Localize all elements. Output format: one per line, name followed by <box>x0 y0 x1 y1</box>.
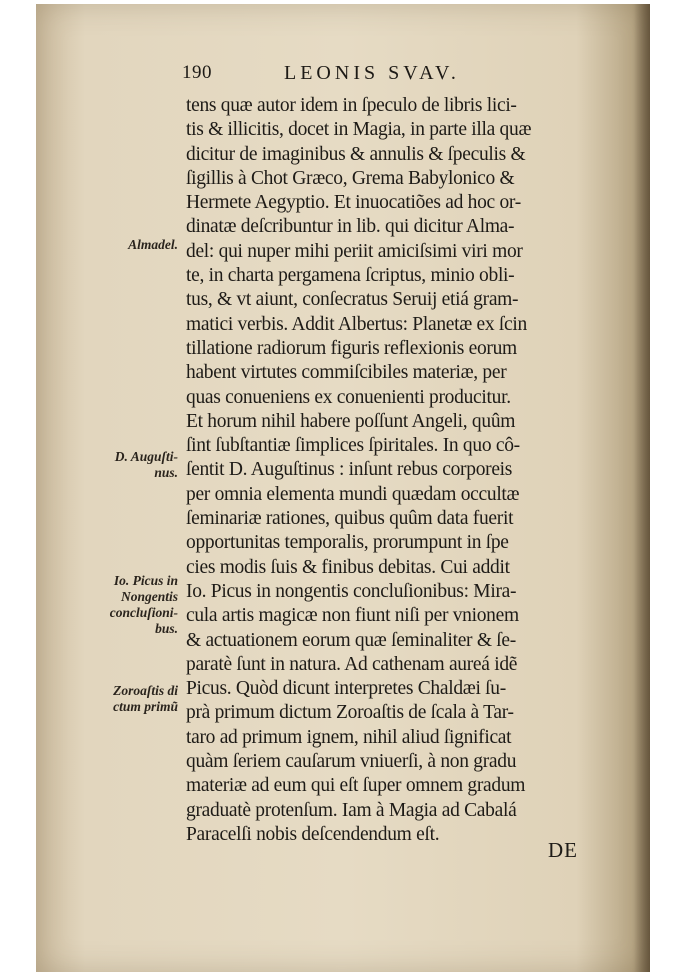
margin-note-line: Almadel. <box>128 237 178 252</box>
running-title: LEONIS SVAV. <box>284 62 460 84</box>
text-line: Picus. Quòd dicunt interpretes Chaldæi ſu- <box>186 678 506 700</box>
text-line: ſigillis à Chot Græco, Grema Babylonico & <box>186 167 515 189</box>
text-line: tus, & vt aiunt, conſecratus Seruij etiá gram- <box>186 289 519 311</box>
text-line: taro ad primum ignem, nihil aliud ſignificat <box>186 726 512 748</box>
text-line: ſeminariæ rationes, quibus quûm data fuerit <box>186 508 514 530</box>
page-gutter-shadow <box>634 4 650 972</box>
text-line: quàm ſeriem cauſarum vniuerſi, à non gradu <box>186 751 517 773</box>
catchword: DE <box>548 838 578 862</box>
text-line: dicitur de imaginibus & annulis & ſpeculis & <box>186 143 526 165</box>
text-line: graduatè protenſum. Iam à Magia ad Cabalá <box>186 799 517 821</box>
text-line: quas conueniens ex conuenienti producitur. <box>186 386 511 408</box>
margin-note-line: concluſioni- <box>109 605 178 620</box>
margin-note-line: nus. <box>154 465 178 480</box>
text-line: Io. Picus in nongentis concluſionibus: Mira- <box>186 580 517 602</box>
margin-note-line: Io. Picus in <box>113 573 178 588</box>
margin-note-almadel <box>82 237 178 253</box>
margin-note-line: D. Auguſti- <box>114 449 178 464</box>
text-line: te, in charta pergamena ſcriptus, minio obli- <box>186 265 515 287</box>
margin-note-line: Nongentis <box>120 589 178 604</box>
margin-note-line: Zoroaſtis di <box>113 683 178 698</box>
text-line: paratè ſunt in natura. Ad cathenam aureá idẽ <box>186 653 518 675</box>
body-text <box>186 94 606 847</box>
text-line: tis & illicitis, docet in Magia, in parte illa quæ <box>186 119 532 141</box>
margin-note-line: bus. <box>155 621 178 636</box>
text-line: opportunitas temporalis, prorumpunt in ſpe <box>186 532 509 554</box>
text-line: cies modis ſuis & finibus debitas. Cui addit <box>186 556 510 578</box>
margin-note-augustinus <box>82 449 178 481</box>
margin-note-line: ctum primũ <box>113 699 178 714</box>
page-number: 190 <box>182 62 212 83</box>
text-line: prà primum dictum Zoroaſtis de ſcala à Tar- <box>186 702 514 724</box>
text-line: materiæ ad eum qui eſt ſuper omnem gradum <box>186 775 526 797</box>
text-line: tens quæ autor idem in ſpeculo de libris lici- <box>186 95 517 116</box>
text-line: habent virtutes commiſcibiles materiæ, per <box>186 362 507 384</box>
text-line: & actuationem eorum quæ ſeminaliter & ſe- <box>186 629 516 651</box>
text-line: ſentit D. Auguſtinus : inſunt rebus corporeis <box>186 459 513 481</box>
running-head <box>182 62 512 88</box>
text-line: Et horum nihil habere poſſunt Angeli, quûm <box>186 410 516 432</box>
text-line: Hermete Aegyptio. Et inuocatiões ad hoc or- <box>186 192 521 214</box>
text-line: dinatæ deſcribuntur in lib. qui dicitur Alma- <box>186 216 515 238</box>
text-line: Paracelſi nobis deſcendendum eſt. <box>186 823 440 845</box>
text-line: ſint ſubſtantiæ ſimplices ſpiritales. In quo cô- <box>186 435 520 457</box>
text-line: per omnia elementa mundi quædam occultæ <box>186 483 520 505</box>
text-line: tillatione radiorum figuris reflexionis eorum <box>186 337 517 359</box>
text-line: matici verbis. Addit Albertus: Planetæ ex ſcin <box>186 313 527 335</box>
text-line: cula artis magicæ non fiunt niſi per vnionem <box>186 605 519 627</box>
margin-note-picus <box>82 573 178 637</box>
text-line: del: qui nuper mihi periit amiciſsimi viri mor <box>186 240 523 262</box>
margin-note-zoroastis <box>82 683 178 715</box>
